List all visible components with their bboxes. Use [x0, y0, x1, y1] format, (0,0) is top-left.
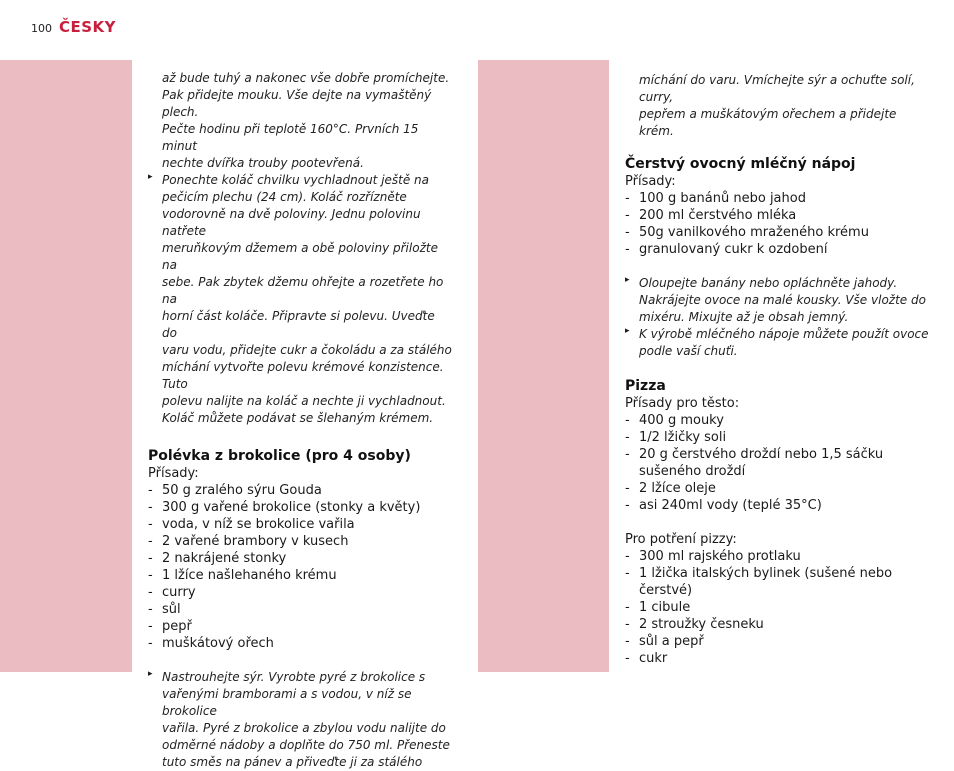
recipe-title-milkshake: Čerstvý ovocný mléčný nápoj — [625, 156, 856, 172]
text-line: Pečte hodinu při teplotě 160°C. Prvních 15 minut — [162, 122, 419, 153]
intro-paragraph — [148, 70, 453, 172]
intro-paragraph — [625, 72, 930, 140]
list-item: - 300 ml rajského protlaku — [625, 548, 930, 565]
text-line: Pak přidejte mouku. Vše dejte na vymaštěný plech. — [162, 88, 432, 119]
left-column — [148, 70, 453, 771]
bullet-arrow-icon: ▸ — [625, 326, 630, 336]
list-item: - 2 nakrájené stonky — [148, 550, 453, 567]
list-item: - 2 lžíce oleje — [625, 480, 930, 497]
list-item: - 50 g zralého sýru Gouda — [148, 482, 453, 499]
list-item: - 100 g banánů nebo jahod — [625, 190, 930, 207]
text-line: odměrné nádoby a doplňte do 750 ml. Přeneste — [162, 738, 450, 752]
text-line: Nakrájejte ovoce na malé kousky. Vše vložte do — [639, 293, 926, 307]
recipe-title-soup: Polévka z brokolice (pro 4 osoby) — [148, 448, 411, 464]
text-line: vodorovně na dvě poloviny. Jednu polovinu natřete — [162, 207, 421, 238]
ingredient-list-pizza-dough — [625, 412, 930, 514]
list-item: - voda, v níž se brokolice vařila — [148, 516, 453, 533]
right-column — [625, 72, 930, 667]
text-line: K výrobě mléčného nápoje můžete použít ovoce — [639, 327, 929, 341]
instruction-bullet — [148, 172, 453, 427]
text-line: polevu nalijte na koláč a nechte ji vychladnout. — [162, 394, 446, 408]
instruction-bullet — [625, 326, 930, 360]
list-item: - 1 lžíce našlehaného krému — [148, 567, 453, 584]
ingredient-list-pizza-topping — [625, 548, 930, 667]
list-item: - 50g vanilkového mraženého krému — [625, 224, 930, 241]
text-line: pepřem a muškátovým ořechem a přidejte krém. — [639, 107, 897, 138]
text-line: Oloupejte banány nebo opláchněte jahody. — [639, 276, 898, 290]
list-item: - muškátový ořech — [148, 635, 453, 652]
ingredients-label: Přísady pro těsto: — [625, 396, 740, 411]
list-item: - asi 240ml vody (teplé 35°C) — [625, 497, 930, 514]
text-line: mixéru. Mixujte až je obsah jemný. — [639, 310, 849, 324]
text-line: Nastrouhejte sýr. Vyrobte pyré z brokolice s — [162, 670, 426, 684]
ingredient-list-milkshake — [625, 190, 930, 258]
text-line: vařenými bramborami a s vodou, v níž se brokolice — [162, 687, 412, 718]
section-title: ČESKY — [59, 18, 117, 36]
topping-label: Pro potření pizzy: — [625, 532, 737, 547]
text-line: Ponechte koláč chvilku vychladnout ještě na — [162, 173, 430, 187]
bullet-arrow-icon: ▸ — [148, 172, 153, 182]
text-line: podle vaší chuťi. — [639, 344, 738, 358]
text-line: nechte dvířka trouby pootevřená. — [162, 156, 364, 170]
text-line: horní část koláče. Připravte si polevu. Uveďte do — [162, 309, 435, 340]
text-line: sebe. Pak zbytek džemu ohřejte a rozetřete ho na — [162, 275, 444, 306]
bullet-arrow-icon: ▸ — [148, 669, 153, 679]
bullet-arrow-icon: ▸ — [625, 275, 630, 285]
page-number: 100 — [31, 22, 52, 35]
list-item: - sůl — [148, 601, 453, 618]
list-item: - 400 g mouky — [625, 412, 930, 429]
decorative-band-middle — [478, 60, 609, 672]
list-item: - pepř — [148, 618, 453, 635]
list-item: - 2 stroužky česneku — [625, 616, 930, 633]
text-line: Koláč můžete podávat se šlehaným krémem. — [162, 411, 434, 425]
list-item: - 1/2 lžičky soli — [625, 429, 930, 446]
text-line: varu vodu, přidejte cukr a čokoládu a za stálého — [162, 343, 452, 357]
list-item: - cukr — [625, 650, 930, 667]
ingredients-label: Přísady: — [148, 466, 199, 481]
list-item: - 2 vařené brambory v kusech — [148, 533, 453, 550]
text-line: vařila. Pyré z brokolice a zbylou vodu nalijte do — [162, 721, 446, 735]
text-line: až bude tuhý a nakonec vše dobře promíchejte. — [162, 71, 450, 85]
text-line: meruňkovým džemem a obě poloviny přiložte na — [162, 241, 438, 272]
text-line: míchání do varu. Vmíchejte sýr a ochuťte solí, curry, — [639, 73, 915, 104]
list-item: - 300 g vařené brokolice (stonky a květy) — [148, 499, 453, 516]
decorative-band-left — [0, 60, 132, 672]
recipe-title-pizza: Pizza — [625, 378, 666, 394]
text-line: tuto směs na pánev a přiveďte ji za stálého — [162, 755, 423, 769]
list-item: - 20 g čerstvého droždí nebo 1,5 sáčku sušeného droždí — [625, 446, 930, 480]
instruction-bullet — [625, 275, 930, 326]
list-item: - sůl a pepř — [625, 633, 930, 650]
instruction-bullet — [148, 669, 453, 771]
text-line: pečicím plechu (24 cm). Koláč rozřízněte — [162, 190, 407, 204]
ingredients-label: Přísady: — [625, 174, 676, 189]
ingredient-list-soup — [148, 482, 453, 652]
list-item: - curry — [148, 584, 453, 601]
list-item: - 200 ml čerstvého mléka — [625, 207, 930, 224]
text-line: míchání vytvořte polevu krémové konzistence. Tuto — [162, 360, 444, 391]
list-item: - 1 lžička italských bylinek (sušené nebo čerstvé) — [625, 565, 930, 599]
list-item: - granulovaný cukr k ozdobení — [625, 241, 930, 258]
list-item: - 1 cibule — [625, 599, 930, 616]
